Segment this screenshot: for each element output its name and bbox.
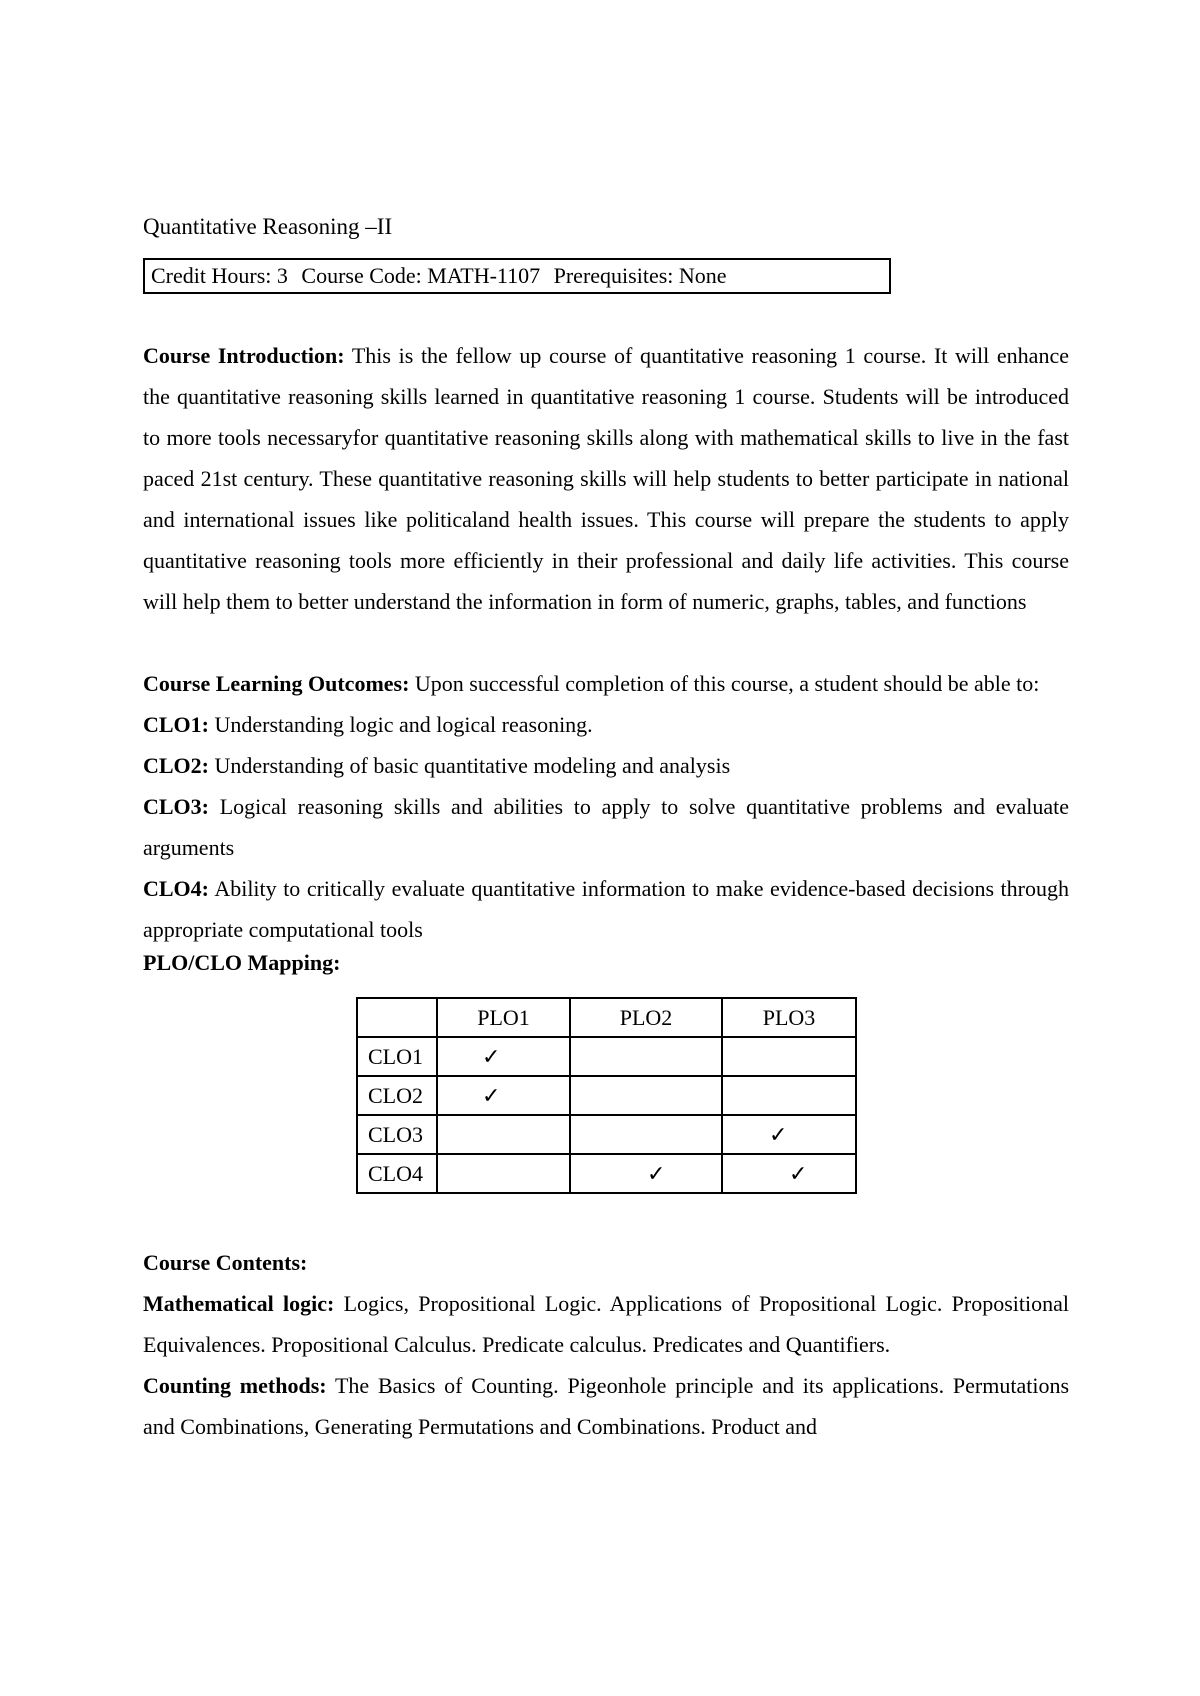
course-title: Quantitative Reasoning –II [143,214,393,239]
course-contents [143,1242,1069,1447]
intro-label: Course Introduction: [143,343,345,368]
credit-info-box [143,258,891,294]
row-header: CLO1 [357,1037,437,1076]
table-corner-cell [357,998,437,1037]
clo-label: CLO3: [143,794,209,819]
table-row [357,1037,856,1076]
checkmark-icon: ✓ [769,1121,788,1147]
contents-item-text: The Basics of Counting. Pigeonhole principle and its applications. Permutations and Combinations, Generating Permutations and Combinations. Product and [143,1373,1069,1439]
check-cell [722,1154,856,1193]
column-header: PLO3 [722,998,856,1037]
clo-label: CLO2: [143,753,209,778]
mapping-title: PLO/CLO Mapping: [143,950,341,975]
checkmark-icon: ✓ [789,1160,808,1186]
outcomes-label: Course Learning Outcomes: [143,671,410,696]
table-row [357,1154,856,1193]
row-header: CLO3 [357,1115,437,1154]
clo-item [143,786,1069,868]
outcomes-text: Upon successful completion of this course, a student should be able to: [409,671,1040,696]
check-cell [570,1115,722,1154]
clo-label: CLO1: [143,712,209,737]
check-cell [437,1037,570,1076]
course-introduction [143,335,1069,622]
clo-text: Logical reasoning skills and abilities to apply to solve quantitative problems and evaluate arguments [143,794,1069,860]
intro-paragraph [143,335,1069,622]
contents-item [143,1283,1069,1365]
table-row [357,1076,856,1115]
learning-outcomes [143,663,1069,950]
check-cell [437,1115,570,1154]
check-cell [570,1076,722,1115]
column-header: PLO1 [437,998,570,1037]
checkmark-icon: ✓ [482,1082,501,1108]
plo-clo-mapping-table [356,997,857,1194]
check-cell [570,1037,722,1076]
contents-heading-label: Course Contents: [143,1250,308,1275]
contents-item [143,1365,1069,1447]
clo-item [143,704,1069,745]
contents-heading [143,1242,1069,1283]
column-header: PLO2 [570,998,722,1037]
clo-text: Understanding logic and logical reasoning. [209,712,593,737]
table-row [357,1115,856,1154]
row-header: CLO2 [357,1076,437,1115]
clo-label: CLO4: [143,876,209,901]
row-header: CLO4 [357,1154,437,1193]
check-cell [570,1154,722,1193]
clo-text: Ability to critically evaluate quantitative information to make evidence-based decisions through appropriate computational tools [143,876,1069,942]
prerequisites: Prerequisites: None [553,263,727,288]
clo-item [143,745,1069,786]
check-cell [722,1115,856,1154]
clo-text: Understanding of basic quantitative modeling and analysis [209,753,731,778]
contents-item-label: Mathematical logic: [143,1291,335,1316]
intro-text: This is the fellow up course of quantitative reasoning 1 course. It will enhance the quantitative reasoning skills learned in quantitative reasoning 1 course. Students will be introduced to more tools necessaryfor quantitative reasoning skills along with mathematical skills to live in the fast paced 21st century. These quantitative reasoning skills will help students to better participate in national and international issues like politicaland health issues. This course will prepare the students to apply quantitative reasoning tools more efficiently in their professional and daily life activities. This course will help them to better understand the information in form of numeric, graphs, tables, and functions [143,343,1069,614]
check-cell [722,1076,856,1115]
contents-item-label: Counting methods: [143,1373,327,1398]
check-cell [437,1076,570,1115]
credit-hours: Credit Hours: 3 [151,263,288,288]
course-code: Course Code: MATH-1107 [301,263,541,288]
contents-item-text: Logics, Propositional Logic. Applications of Propositional Logic. Propositional Equivalences. Propositional Calculus. Predicate calculus. Predicates and Quantifiers. [143,1291,1069,1357]
check-cell [722,1037,856,1076]
checkmark-icon: ✓ [482,1043,501,1069]
outcomes-intro [143,663,1069,704]
checkmark-icon: ✓ [647,1160,666,1186]
check-cell [437,1154,570,1193]
table-header-row [357,998,856,1037]
clo-item [143,868,1069,950]
